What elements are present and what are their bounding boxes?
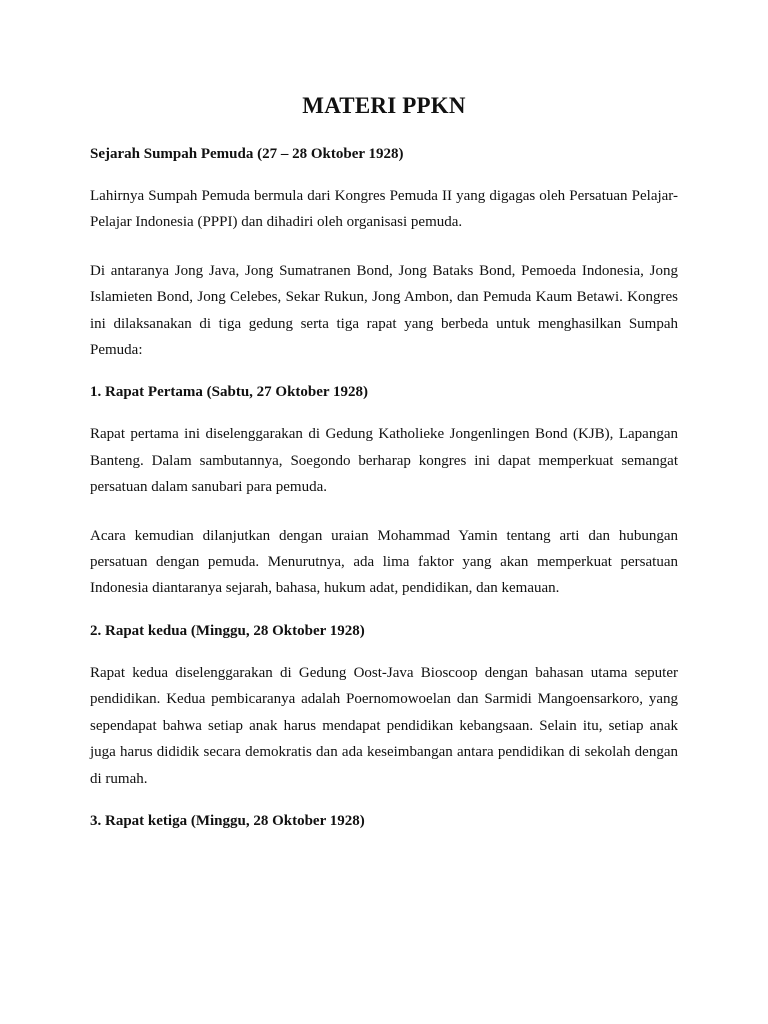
section-2-paragraph-1: Rapat kedua diselenggarakan di Gedung Oost-Java Bioscoop dengan bahasan utama seputer pendidikan. Kedua pembicaranya adalah Poernomowoelan dan Sarmidi Mangoensarkoro, yang sependapat bahwa setiap anak harus mendapat pendidikan kebangsaan. Selain itu, setiap anak juga harus dididik secara demokratis dan ada keseimbangan antara pendidikan di sekolah dengan di rumah. xyxy=(90,664,678,787)
section-heading-rapat-ketiga: 3. Rapat ketiga (Minggu, 28 Oktober 1928) xyxy=(90,812,365,829)
intro-paragraph-1: Lahirnya Sumpah Pemuda bermula dari Kongres Pemuda II yang digagas oleh Persatuan Pelajar-Pelajar Indonesia (PPPI) dan dihadiri oleh organisasi pemuda. xyxy=(90,188,678,231)
section-1-paragraph-1: Rapat pertama ini diselenggarakan di Gedung Katholieke Jongenlingen Bond (KJB), Lapangan Banteng. Dalam sambutannya, Soegondo berharap kongres ini dapat memperkuat semangat persatuan dalam sanubari para pemuda. xyxy=(90,426,678,496)
section-heading-rapat-kedua: 2. Rapat kedua (Minggu, 28 Oktober 1928) xyxy=(90,622,365,639)
intro-paragraph-2: Di antaranya Jong Java, Jong Sumatranen Bond, Jong Bataks Bond, Pemoeda Indonesia, Jong Islamieten Bond, Jong Celebes, Sekar Rukun, Jong Ambon, dan Pemuda Kaum Betawi. Kongres ini dilaksanakan di tiga gedung serta tiga rapat yang berbeda untuk menghasilkan Sumpah Pemuda: xyxy=(90,262,678,359)
section-heading-rapat-pertama: 1. Rapat Pertama (Sabtu, 27 Oktober 1928) xyxy=(90,384,369,401)
section-1-paragraph-2: Acara kemudian dilanjutkan dengan uraian Mohammad Yamin tentang arti dan hubungan persatuan dengan pemuda. Menurutnya, ada lima faktor yang akan memperkuat persatuan Indonesia diantaranya sejarah, bahasa, hukum adat, pendidikan, dan kemauan. xyxy=(90,527,678,597)
page-title: MATERI PPKN xyxy=(302,93,466,118)
document-subtitle: Sejarah Sumpah Pemuda (27 – 28 Oktober 1928) xyxy=(90,146,404,162)
